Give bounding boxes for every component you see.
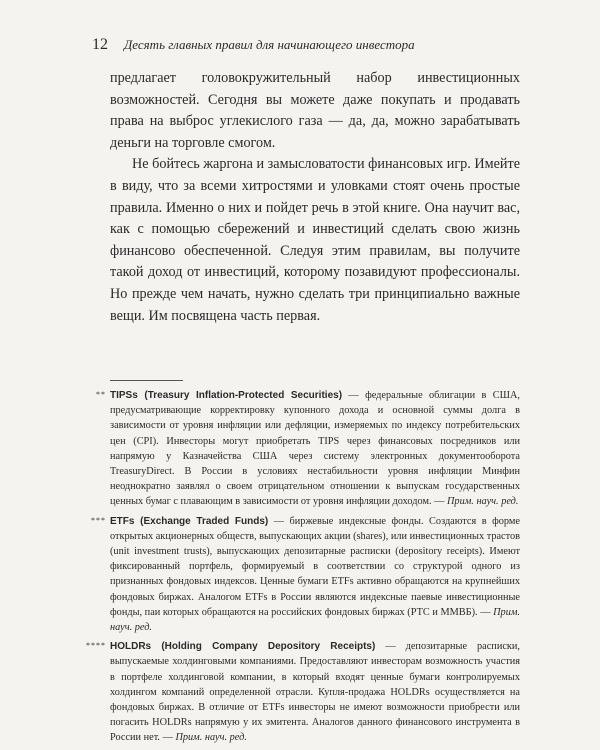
footnote-text: — депозитарные расписки, выпускаемые холдинговыми компаниями. Предоставляют инвесторам возможность участия в портфеле холдинговой компании, в который входят ценные бумаги контролируемых холдингом компаний определенной отрасли. Купля-продажа HOLDRs осуществляется на фондовых биржах. В отличие от ETFs инвесторы не имеют возможности приобрести или погасить HOLDRs напрямую у их эмитента. Аналогов данного финансового инструмента в России нет. — — [110, 641, 520, 744]
footnote-holdrs — [86, 639, 520, 745]
running-header — [92, 36, 540, 54]
footnote-marker: *** — [91, 515, 106, 525]
paragraph: предлагает головокружительный набор инвестиционных возможностей. Сегодня вы можете даже покупать и продавать права на выброс углекислого газа — да, да, можно зарабатывать деньги на торговле смогом. — [110, 70, 520, 151]
footnotes — [86, 388, 521, 750]
main-text — [110, 68, 520, 327]
footnote-divider — [110, 380, 183, 381]
footnote-editor-note: Прим. науч. ред. — [175, 732, 247, 744]
footnote-term: ETFs (Exchange Traded Funds) — [110, 515, 269, 527]
footnote-editor-note: Прим. науч. ред. — [447, 496, 519, 508]
footnote-etfs — [91, 514, 521, 636]
footnote-term: HOLDRs (Holding Company Depository Receipts) — [110, 641, 376, 653]
footnote-text: — биржевые индексные фонды. Создаются в форме открытых акционерных обществ, выпускающих акции (shares), или инвестиционных трастов (unit investment trusts), выпускающих депозитарные расписки (depository receipts). Имеют фиксированный портфель, формируемый в соответствии со структурой одного из признанных фондовых индексов. Ценные бумаги ETFs активно обращаются на крупнейших фондовых биржах. Аналогом ETFs в России являются индексные паевые инвестиционные фонды, паи которых обращаются на российских фондовых биржах (РТС и ММВБ). — — [110, 515, 521, 618]
running-title: Десять главных правил для начинающего инвестора — [124, 37, 415, 52]
footnote-editor-note: Прим. науч. ред. — [110, 606, 520, 634]
footnote-marker: ** — [96, 390, 106, 399]
paragraph: Не бойтесь жаргона и замысловатости финансовых игр. Имейте в виду, что за всеми хитростями и уловками стоят очень простые правила. Именно о них и пойдет речь в этой книге. Она научит вас, как с помощью сбережений и инвестиций сделать свою жизнь финансово обеспеченной. Следуя этим правилам, вы получите такой доход от инвестиций, которому позавидуют профессионалы. Но прежде чем начать, нужно сделать три принципиально важные вещи. Им посвящена часть первая. — [110, 156, 520, 324]
footnote-text: — федеральные облигации в США, предусматривающие корректировку купонного дохода и основной суммы долга в зависимости от уровня инфляции или дефляции, измеряемых по индексу потребительских цен (CPI). Инвесторы могут приобретать TIPS через финансовых посредников или напрямую у Казначейства США через систему электронных документооборота TreasuryDirect. В России в условиях нестабильности уровня инфляции Минфин неоднократно заявлял о своем отрицательном отношении к выпускам государственных ценных бумаг с плавающим в зависимости от уровня инфляции доходом. — — [110, 390, 520, 508]
footnote-term: TIPSs (Treasury Inflation-Protected Securities) — [110, 390, 343, 401]
footnote-tips — [96, 388, 520, 510]
page-number: 12 — [92, 36, 108, 53]
footnote-marker: **** — [86, 641, 106, 651]
